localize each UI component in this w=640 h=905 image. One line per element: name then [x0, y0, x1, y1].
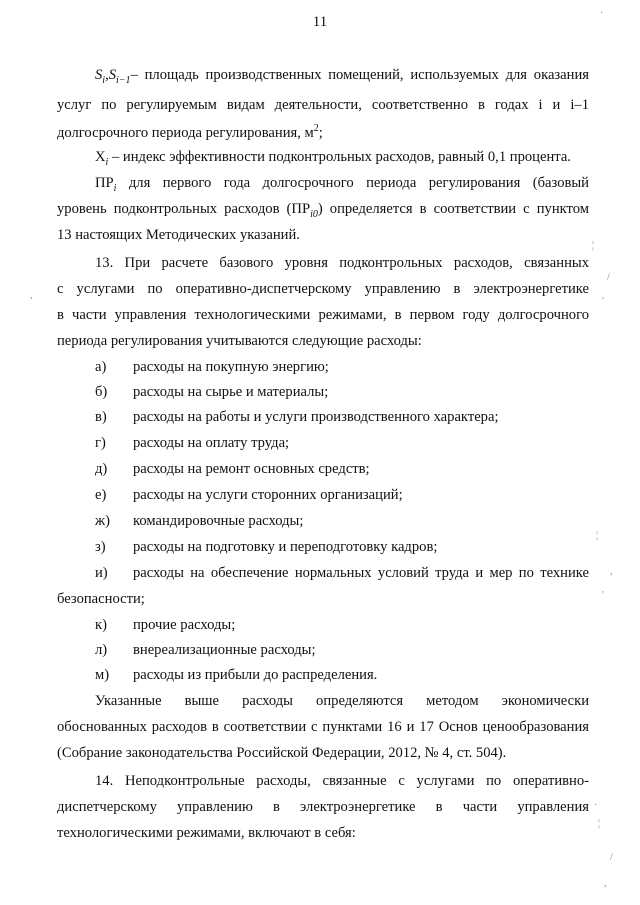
definition-s-text-1: – площадь производственных помещений, используемых для оказания	[130, 67, 589, 83]
list-label: д)	[95, 461, 108, 477]
sub-i-minus-1: i−1	[116, 74, 131, 86]
list-item: командировочные расходы;	[133, 513, 304, 529]
list-label: а)	[95, 359, 107, 375]
list-item: расходы на сырье и материалы;	[133, 384, 329, 400]
list-label: и)	[95, 565, 108, 581]
sub-x-i: i	[105, 156, 109, 168]
list-item: расходы на ремонт основных средств;	[133, 461, 370, 477]
scan-speck: ·	[594, 800, 598, 811]
scan-speck: ¦	[596, 530, 599, 541]
para13-line-3: в части управления технологическими режимами, в первом году долгосрочного	[57, 307, 589, 323]
list-label: б)	[95, 384, 108, 400]
definition-x-line	[95, 148, 571, 172]
scan-speck: ,	[30, 290, 33, 301]
list-item: расходы на оплату труда;	[133, 435, 290, 451]
page-number: 11	[312, 14, 328, 30]
definition-pr-text-1: для первого года долгосрочного периода регулирования (базовый	[116, 175, 589, 191]
list-item: расходы на обеспечение нормальных условий труда и мер по технике	[133, 565, 589, 581]
definition-pr-text-2b: ) определяется в соответствии с пунктом	[317, 201, 589, 217]
var-x: Х	[95, 149, 106, 165]
definition-s-text-3: долгосрочного периода регулирования, м	[57, 124, 314, 141]
sub-pr-i: i	[113, 182, 117, 194]
list-item: расходы на подготовку и переподготовку кадров;	[133, 539, 438, 555]
scan-speck: ,	[610, 566, 613, 577]
costs-line-3: (Собрание законодательства Российской Федерации, 2012, № 4, ст. 504).	[57, 745, 507, 761]
definition-pr-line-3: 13 настоящих Методических указаний.	[57, 227, 300, 243]
definition-pr-text-2a: уровень подконтрольных расходов (ПР	[57, 201, 311, 217]
list-label: к)	[95, 617, 107, 633]
list-label: е)	[95, 487, 107, 503]
definition-s-line-1	[95, 66, 589, 90]
list-item: внереализационные расходы;	[133, 642, 316, 658]
list-label: в)	[95, 409, 107, 425]
var-s-prev: S	[108, 67, 117, 83]
scan-speck: ·	[600, 8, 604, 19]
para14-line-1: 14. Неподконтрольные расходы, связанные с услугами по оперативно-	[95, 773, 589, 789]
list-label: м)	[95, 667, 110, 683]
list-label: ж)	[95, 513, 110, 529]
para14-line-2: диспетчерскому управлению в электроэнергетике в части управления	[57, 799, 589, 815]
list-item: расходы на покупную энергию;	[133, 359, 329, 375]
para13-line-2: с услугами по оперативно-диспетчерскому управлению в электроэнергетике	[57, 281, 589, 297]
scan-speck: /	[607, 272, 610, 283]
var-s: S	[95, 67, 103, 83]
list-label: з)	[95, 539, 106, 555]
var-pr: ПР	[95, 175, 114, 191]
list-label: л)	[95, 642, 108, 658]
list-item-continuation: безопасности;	[57, 591, 145, 607]
scan-speck: /	[610, 852, 613, 863]
sub-pr-i0: i0	[310, 208, 318, 220]
list-item: расходы на услуги сторонних организаций;	[133, 487, 403, 503]
definition-pr-line-1	[95, 174, 589, 198]
costs-line-2: обоснованных расходов в соответствии с пунктами 16 и 17 Основ ценообразования	[57, 719, 589, 735]
para13-line-4: периода регулирования учитываются следующие расходы:	[57, 333, 422, 349]
scan-speck: ¦	[598, 818, 601, 829]
scan-speck: ¦	[592, 240, 595, 251]
scan-speck: ,	[604, 878, 607, 889]
var-separator: ,	[105, 67, 109, 83]
sub-i: i	[102, 74, 106, 86]
definition-x-text: – индекс эффективности подконтрольных расходов, равный 0,1 процента.	[108, 149, 571, 165]
costs-line-1: Указанные выше расходы определяются методом экономически	[95, 693, 589, 709]
definition-s-text-3-end: ;	[318, 124, 323, 141]
list-item: расходы из прибыли до распределения.	[133, 667, 378, 683]
list-item: расходы на работы и услуги производственного характера;	[133, 409, 499, 425]
list-item: прочие расходы;	[133, 617, 236, 633]
definition-s-line-3	[57, 120, 323, 142]
para14-line-3: технологическими режимами, включают в себя:	[57, 825, 356, 841]
scan-speck: ′	[602, 296, 605, 307]
scan-speck: ′	[602, 590, 605, 601]
para13-line-1: 13. При расчете базового уровня подконтрольных расходов, связанных	[95, 255, 589, 271]
definition-pr-line-2	[57, 200, 589, 224]
list-label: г)	[95, 435, 106, 451]
definition-s-line-2: услуг по регулируемым видам деятельности, соответственно в годах i и i–1	[57, 97, 589, 113]
superscript-2: 2	[313, 123, 319, 134]
